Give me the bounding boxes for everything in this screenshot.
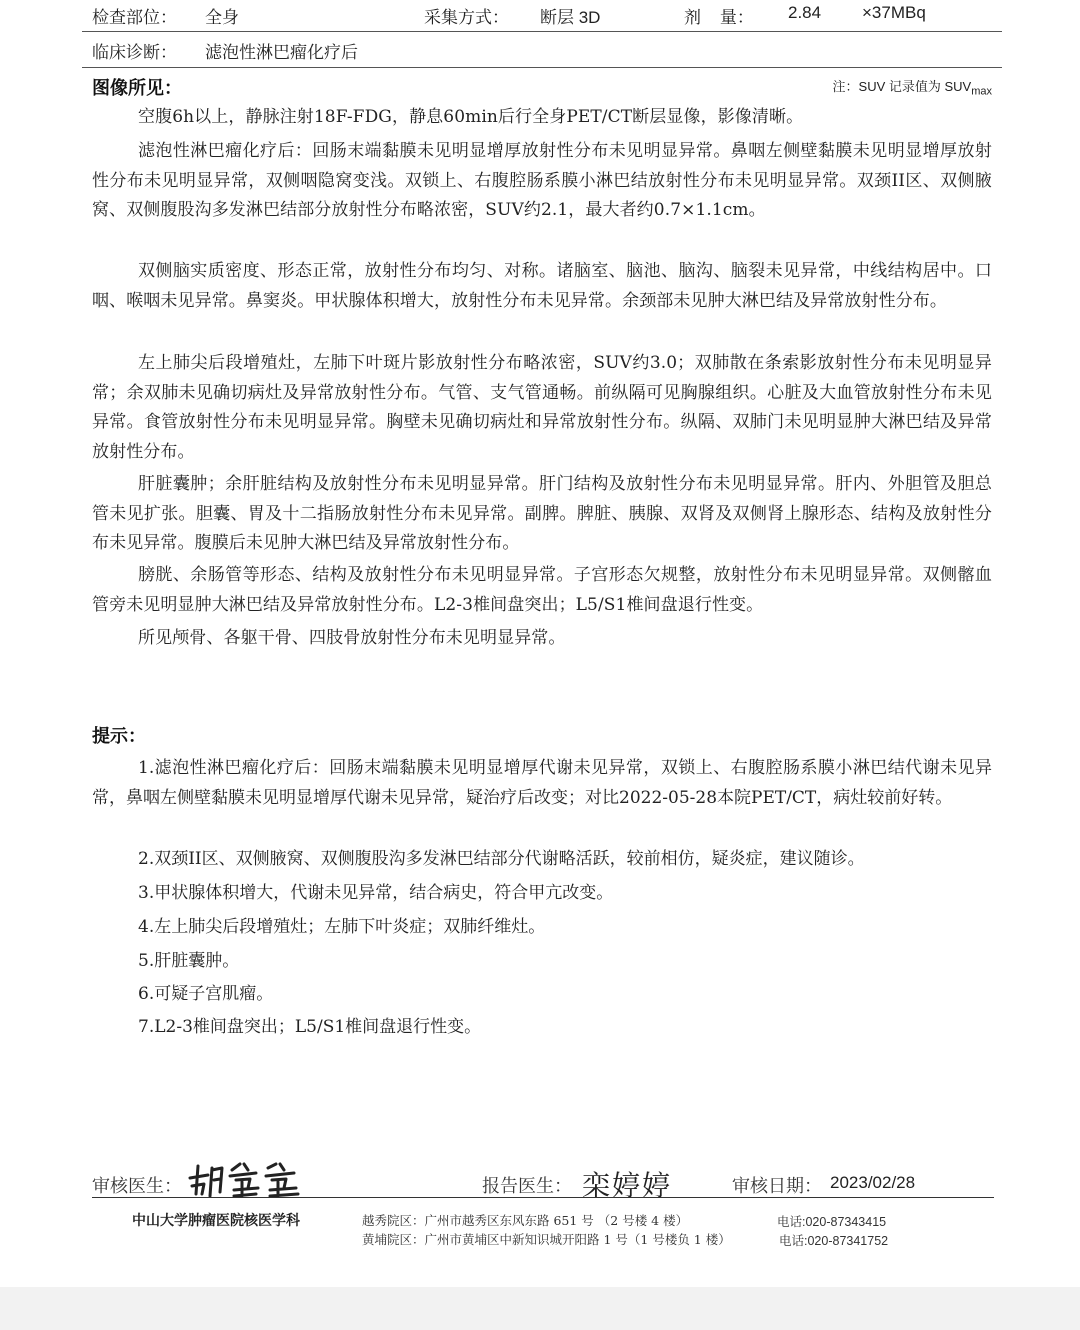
findings-paragraph: 空腹6h以上，静脉注射18F-FDG，静息60min后行全身PET/CT断层显像，影像清晰。 [138,107,804,127]
suv-note [833,76,992,98]
campus2-phone: 电话:020-87341752 [779,1234,889,1248]
impression-item: 3.甲状腺体积增大，代谢未见异常，结合病史，符合甲亢改变。 [138,883,614,903]
findings-paragraph: 膀胱、余肠管等形态、结构及放射性分布未见明显异常。子宫形态欠规整，放射性分布未见明显异常。双侧髂血管旁未见明显肿大淋巴结及异常放射性分布。L2-3椎间盘突出；L5/S1椎间盘退行性变。 [92,565,992,615]
findings-paragraph: 双侧脑实质密度、形态正常，放射性分布均匀、对称。诸脑室、脑池、脑沟、脑裂未见异常，中线结构居中。口咽、喉咽未见异常。鼻窦炎。甲状腺体积增大，放射性分布未见异常。余颈部未见肿大淋巴结及异常放射性分布。 [92,261,992,311]
exam-site-label: 检查部位： [92,8,177,27]
exam-site-value: 全身 [205,8,239,27]
findings-paragraph: 滤泡性淋巴瘤化疗后：回肠末端黏膜未见明显增厚放射性分布未见明显异常。鼻咽左侧壁黏膜未见明显增厚放射性分布未见明显异常，双侧咽隐窝变浅。双锁上、右腹腔肠系膜小淋巴结放射性分布未见明显异常。双颈II区、双侧腋窝、双侧腹股沟多发淋巴结部分放射性分布略浓密，SUV约2.1，最大者约0.7×1.1cm。 [92,141,992,220]
signature-image [186,1158,306,1200]
acquisition-value: 断层 3D [540,8,601,27]
diagnosis-value: 滤泡性淋巴瘤化疗后 [205,43,358,63]
impression-item: 6.可疑子宫肌瘤。 [138,984,274,1004]
impression-title: 提示： [92,726,146,747]
diagnosis-label: 临床诊断： [92,43,177,62]
findings-paragraph: 左上肺尖后段增殖灶，左肺下叶斑片影放射性分布略浓密，SUV约3.0；双肺散在条索影放射性分布未见明显异常；余双肺未见确切病灶及异常放射性分布。气管、支气管通畅。前纵隔可见胸腺组织。心脏及大血管放射性分布未见异常。食管放射性分布未见明显异常。胸壁未见确切病灶和异常放射性分布。纵隔、双肺门未见明显肿大淋巴结及异常放射性分布。 [92,353,992,462]
institution-name: 中山大学肿瘤医院核医学科 [132,1212,300,1228]
impression-item: 2.双颈II区、双侧腋窝、双侧腹股沟多发淋巴结部分代谢略活跃，较前相仿，疑炎症，建议随诊。 [138,849,865,869]
header-divider-1 [82,31,1002,32]
dose-value: 2.84 [788,3,822,22]
impression-item: 4.左上肺尖后段增殖灶；左肺下叶炎症；双肺纤维灶。 [138,917,546,937]
findings-title: 图像所见： [92,78,182,99]
footer-divider [92,1197,994,1198]
campus1-address: 越秀院区：广州市越秀区东风东路 651 号 （2 号楼 4 楼） [362,1213,689,1228]
impression-item: 7.L2-3椎间盘突出；L5/S1椎间盘退行性变。 [138,1017,482,1037]
campus2-address: 黄埔院区：广州市黄埔区中新知识城开阳路 1 号（1 号楼负 1 楼） [362,1232,731,1247]
reporter-name: 栾婷婷 [582,1169,673,1202]
suv-note-text: 注：SUV 记录值为 SUV [832,79,972,94]
findings-paragraph: 肝脏囊肿；余肝脏结构及放射性分布未见明显异常。肝门结构及放射性分布未见明显异常。肝内、外胆管及胆总管未见扩张。胆囊、胃及十二指肠放射性分布未见异常。副脾。脾脏、胰腺、双肾及双侧肾上腺形态、结构及放射性分布未见异常。腹膜后未见肿大淋巴结及异常放射性分布。 [92,474,992,553]
page-bottom-margin [0,1287,1080,1330]
review-date-label: 审核日期： [732,1176,822,1197]
review-date: 2023/02/28 [830,1173,916,1192]
impression-item: 5.肝脏囊肿。 [138,951,240,971]
dose-unit: ×37MBq [862,3,926,22]
campus1-phone: 电话:020-87343415 [777,1215,887,1229]
dose-label: 剂 量： [684,8,754,27]
header-divider-2 [82,67,1002,68]
impression-item: 1.滤泡性淋巴瘤化疗后：回肠末端黏膜未见明显增厚代谢未见异常，双锁上、右腹腔肠系膜小淋巴结代谢未见异常，鼻咽左侧壁黏膜未见明显增厚代谢未见异常，疑治疗后改变；对比2022-05-28本院PET/CT，病灶较前好转。 [92,758,992,808]
reviewer-label: 审核医生： [92,1176,182,1197]
acquisition-label: 采集方式： [424,8,509,27]
reporter-label: 报告医生： [482,1176,572,1197]
reviewer-signature [186,1158,306,1200]
suv-note-subscript: max [971,85,992,98]
findings-paragraph: 所见颅骨、各躯干骨、四肢骨放射性分布未见明显异常。 [138,628,566,648]
